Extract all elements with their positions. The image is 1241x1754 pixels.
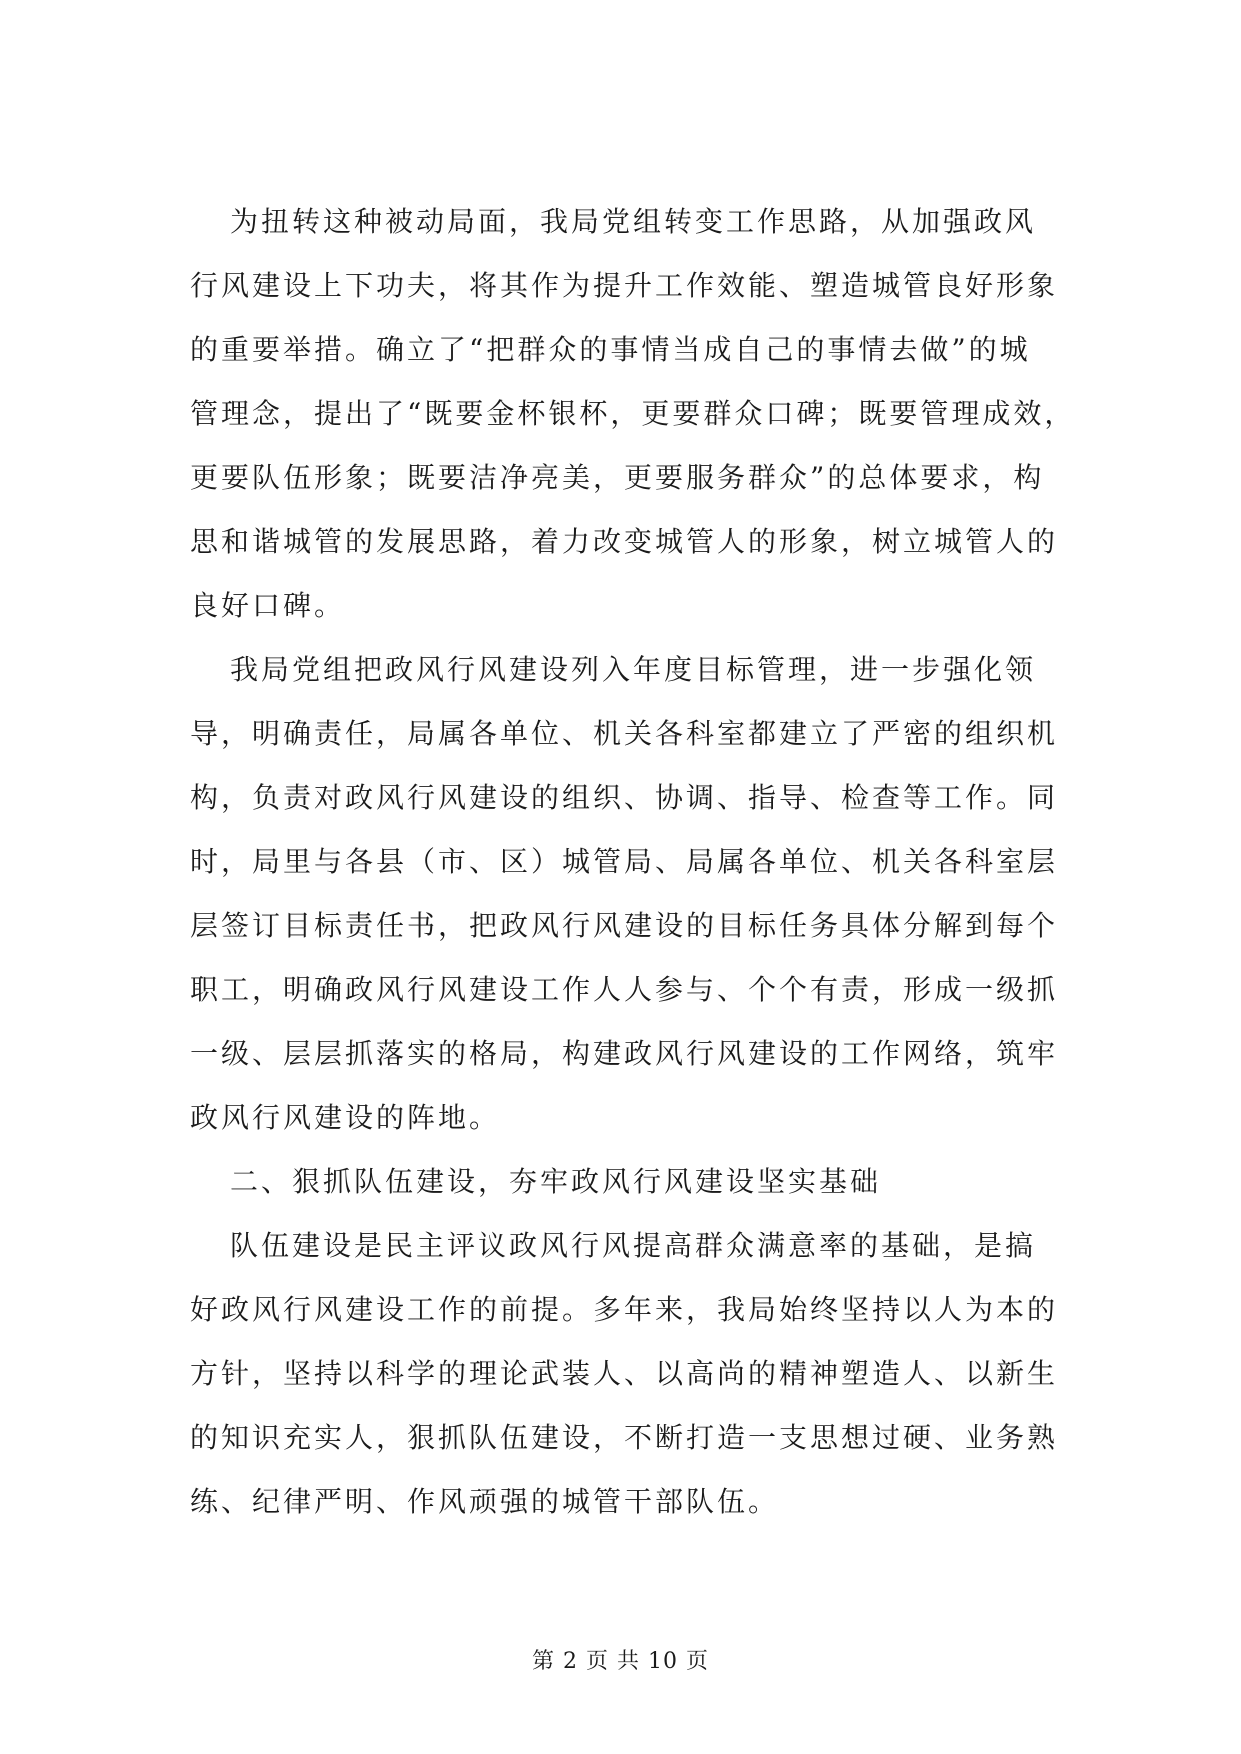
text-line: 更要队伍形象；既要洁净亮美，更要服务群众”的总体要求，构: [190, 461, 1045, 494]
paragraph-3: [190, 1214, 1080, 1534]
text-line: 政风行风建设的阵地。: [190, 1101, 501, 1134]
text-line: 管理念，提出了“既要金杯银杯，更要群众口碑；既要管理成效，: [190, 397, 1076, 430]
text-line: 构，负责对政风行风建设的组织、协调、指导、检查等工作。同: [190, 781, 1059, 814]
section-heading-text: 二、狠抓队伍建设，夯牢政风行风建设坚实基础: [230, 1165, 882, 1198]
text-line: 的重要举措。确立了“把群众的事情当成自己的事情去做”的城: [190, 333, 1031, 366]
paragraph-1: [190, 190, 1080, 638]
text-line: 练、纪律严明、作风顽强的城管干部队伍。: [190, 1485, 780, 1518]
paragraph-2: [190, 638, 1080, 1150]
text-line: 时，局里与各县（市、区）城管局、局属各单位、机关各科室层: [190, 845, 1059, 878]
text-line: 一级、层层抓落实的格局，构建政风行风建设的工作网络，筑牢: [190, 1037, 1059, 1070]
text-line: 行风建设上下功夫，将其作为提升工作效能、塑造城管良好形象: [190, 269, 1059, 302]
text-line: 良好口碑。: [190, 589, 346, 622]
text-line: 导，明确责任，局属各单位、机关各科室都建立了严密的组织机: [190, 717, 1059, 750]
text-line: 我局党组把政风行风建设列入年度目标管理，进一步强化领: [230, 653, 1037, 686]
text-line: 为扭转这种被动局面，我局党组转变工作思路，从加强政风: [230, 205, 1037, 238]
text-line: 好政风行风建设工作的前提。多年来，我局始终坚持以人为本的: [190, 1293, 1059, 1326]
text-line: 方针，坚持以科学的理论武装人、以高尚的精神塑造人、以新生: [190, 1357, 1059, 1390]
text-line: 职工，明确政风行风建设工作人人参与、个个有责，形成一级抓: [190, 973, 1059, 1006]
text-line: 队伍建设是民主评议政风行风提高群众满意率的基础，是搞: [230, 1229, 1037, 1262]
document-body: [190, 190, 1080, 1534]
text-line: 思和谐城管的发展思路，着力改变城管人的形象，树立城管人的: [190, 525, 1059, 558]
text-line: 的知识充实人，狠抓队伍建设，不断打造一支思想过硬、业务熟: [190, 1421, 1059, 1454]
section-heading: [190, 1150, 1080, 1214]
page-number-footer: 第 2 页 共 10 页: [532, 1649, 709, 1674]
text-line: 层签订目标责任书，把政风行风建设的目标任务具体分解到每个: [190, 909, 1059, 942]
